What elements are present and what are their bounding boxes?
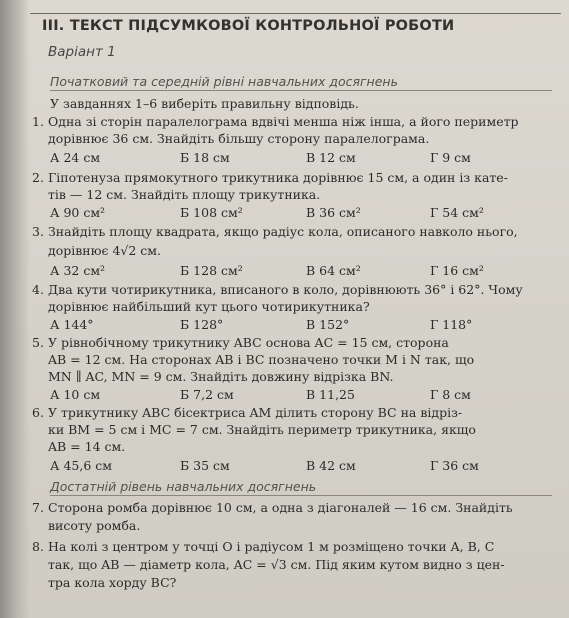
problem-line: ки BM = 5 см і MC = 7 см. Знайдіть периметр трикутника, якщо: [48, 422, 476, 437]
problem-line: AB = 14 см.: [48, 439, 126, 454]
problem-line: так, що AB — діаметр кола, AC = √3 см. Під яким кутом видно з цен-: [48, 557, 505, 572]
option-c: В 42 см: [306, 458, 356, 473]
problem-number: 5.: [32, 335, 44, 350]
problem-number: 7.: [32, 500, 44, 515]
option-c: В 64 см²: [306, 263, 361, 278]
option-b: Б 128°: [180, 317, 224, 332]
option-d: Г 8 см: [430, 387, 471, 402]
problem-number: 4.: [32, 282, 44, 297]
problem-number: 3.: [32, 224, 44, 239]
problem-number: 8.: [32, 539, 44, 554]
option-d: Г 16 см²: [430, 263, 484, 278]
problem-line: У трикутнику ABC бісектриса AM ділить сторону BC на відріз-: [48, 405, 463, 420]
option-a: А 32 см²: [50, 263, 106, 278]
problem-line: AB = 12 см. На сторонах AB і BC позначено точки M і N так, що: [48, 352, 475, 367]
option-b: Б 18 см: [180, 150, 230, 165]
option-c: В 152°: [306, 317, 350, 332]
option-b: Б 7,2 см: [180, 387, 234, 402]
problem-line: тра кола хорду BC?: [48, 575, 177, 590]
problem-line: висоту ромба.: [48, 518, 141, 533]
problem-line: У рівнобічному трикутнику ABC основа AC = 15 см, сторона: [48, 335, 449, 350]
option-b: Б 128 см²: [180, 263, 243, 278]
problem-line: MN ∥ AC, MN = 9 см. Знайдіть довжину відрізка BN.: [48, 369, 394, 384]
problem-line: Гіпотенуза прямокутного трикутника дорівнює 15 см, а один із кате-: [48, 170, 508, 185]
option-c: В 11,25: [306, 387, 355, 402]
problem-line: Знайдіть площу квадрата, якщо радіус кола, описаного навколо нього,: [48, 224, 518, 239]
page-gutter-shadow: [0, 0, 30, 618]
problem-line: дорівнює найбільший кут цього чотирикутника?: [48, 299, 370, 314]
option-d: Г 36 см: [430, 458, 479, 473]
intro-instruction: У завданнях 1–6 виберіть правильну відповідь.: [50, 96, 359, 111]
option-d: Г 54 см²: [430, 205, 484, 220]
level-heading-2: Достатній рівень навчальних досягнень: [50, 479, 317, 494]
problem-line: Одна зі сторін паралелограма вдвічі менша ніж інша, а його периметр: [48, 114, 519, 129]
option-a: А 144°: [50, 317, 94, 332]
option-a: А 10 см: [50, 387, 101, 402]
problem-line: На колі з центром у точці O і радіусом 1 м розміщено точки A, B, C: [48, 539, 495, 554]
problem-line: Сторона ромба дорівнює 10 см, а одна з діагоналей — 16 см. Знайдіть: [48, 500, 513, 515]
problem-line: дорівнює 4√2 см.: [48, 243, 161, 258]
variant-heading: Варіант 1: [48, 44, 116, 60]
problem-number: 2.: [32, 170, 44, 185]
problem-line: Два кути чотирикутника, вписаного в коло, дорівнюють 36° і 62°. Чому: [48, 282, 523, 297]
option-c: В 12 см: [306, 150, 356, 165]
level-underline-2: [50, 495, 552, 496]
option-b: Б 108 см²: [180, 205, 243, 220]
top-rule: [30, 13, 561, 14]
page-title: III. ТЕКСТ ПІДСУМКОВОЇ КОНТРОЛЬНОЇ РОБОТИ: [42, 18, 455, 34]
problem-number: 6.: [32, 405, 44, 420]
problem-line: дорівнює 36 см. Знайдіть більшу сторону паралелограма.: [48, 131, 430, 146]
option-a: А 90 см²: [50, 205, 106, 220]
option-d: Г 118°: [430, 317, 473, 332]
problem-number: 1.: [32, 114, 44, 129]
option-b: Б 35 см: [180, 458, 230, 473]
option-a: А 24 см: [50, 150, 101, 165]
level-underline-1: [50, 90, 552, 91]
problem-line: тів — 12 см. Знайдіть площу трикутника.: [48, 187, 321, 202]
option-d: Г 9 см: [430, 150, 471, 165]
level-heading-1: Початковий та середній рівні навчальних досягнень: [50, 74, 398, 89]
option-a: А 45,6 см: [50, 458, 112, 473]
option-c: В 36 см²: [306, 205, 361, 220]
